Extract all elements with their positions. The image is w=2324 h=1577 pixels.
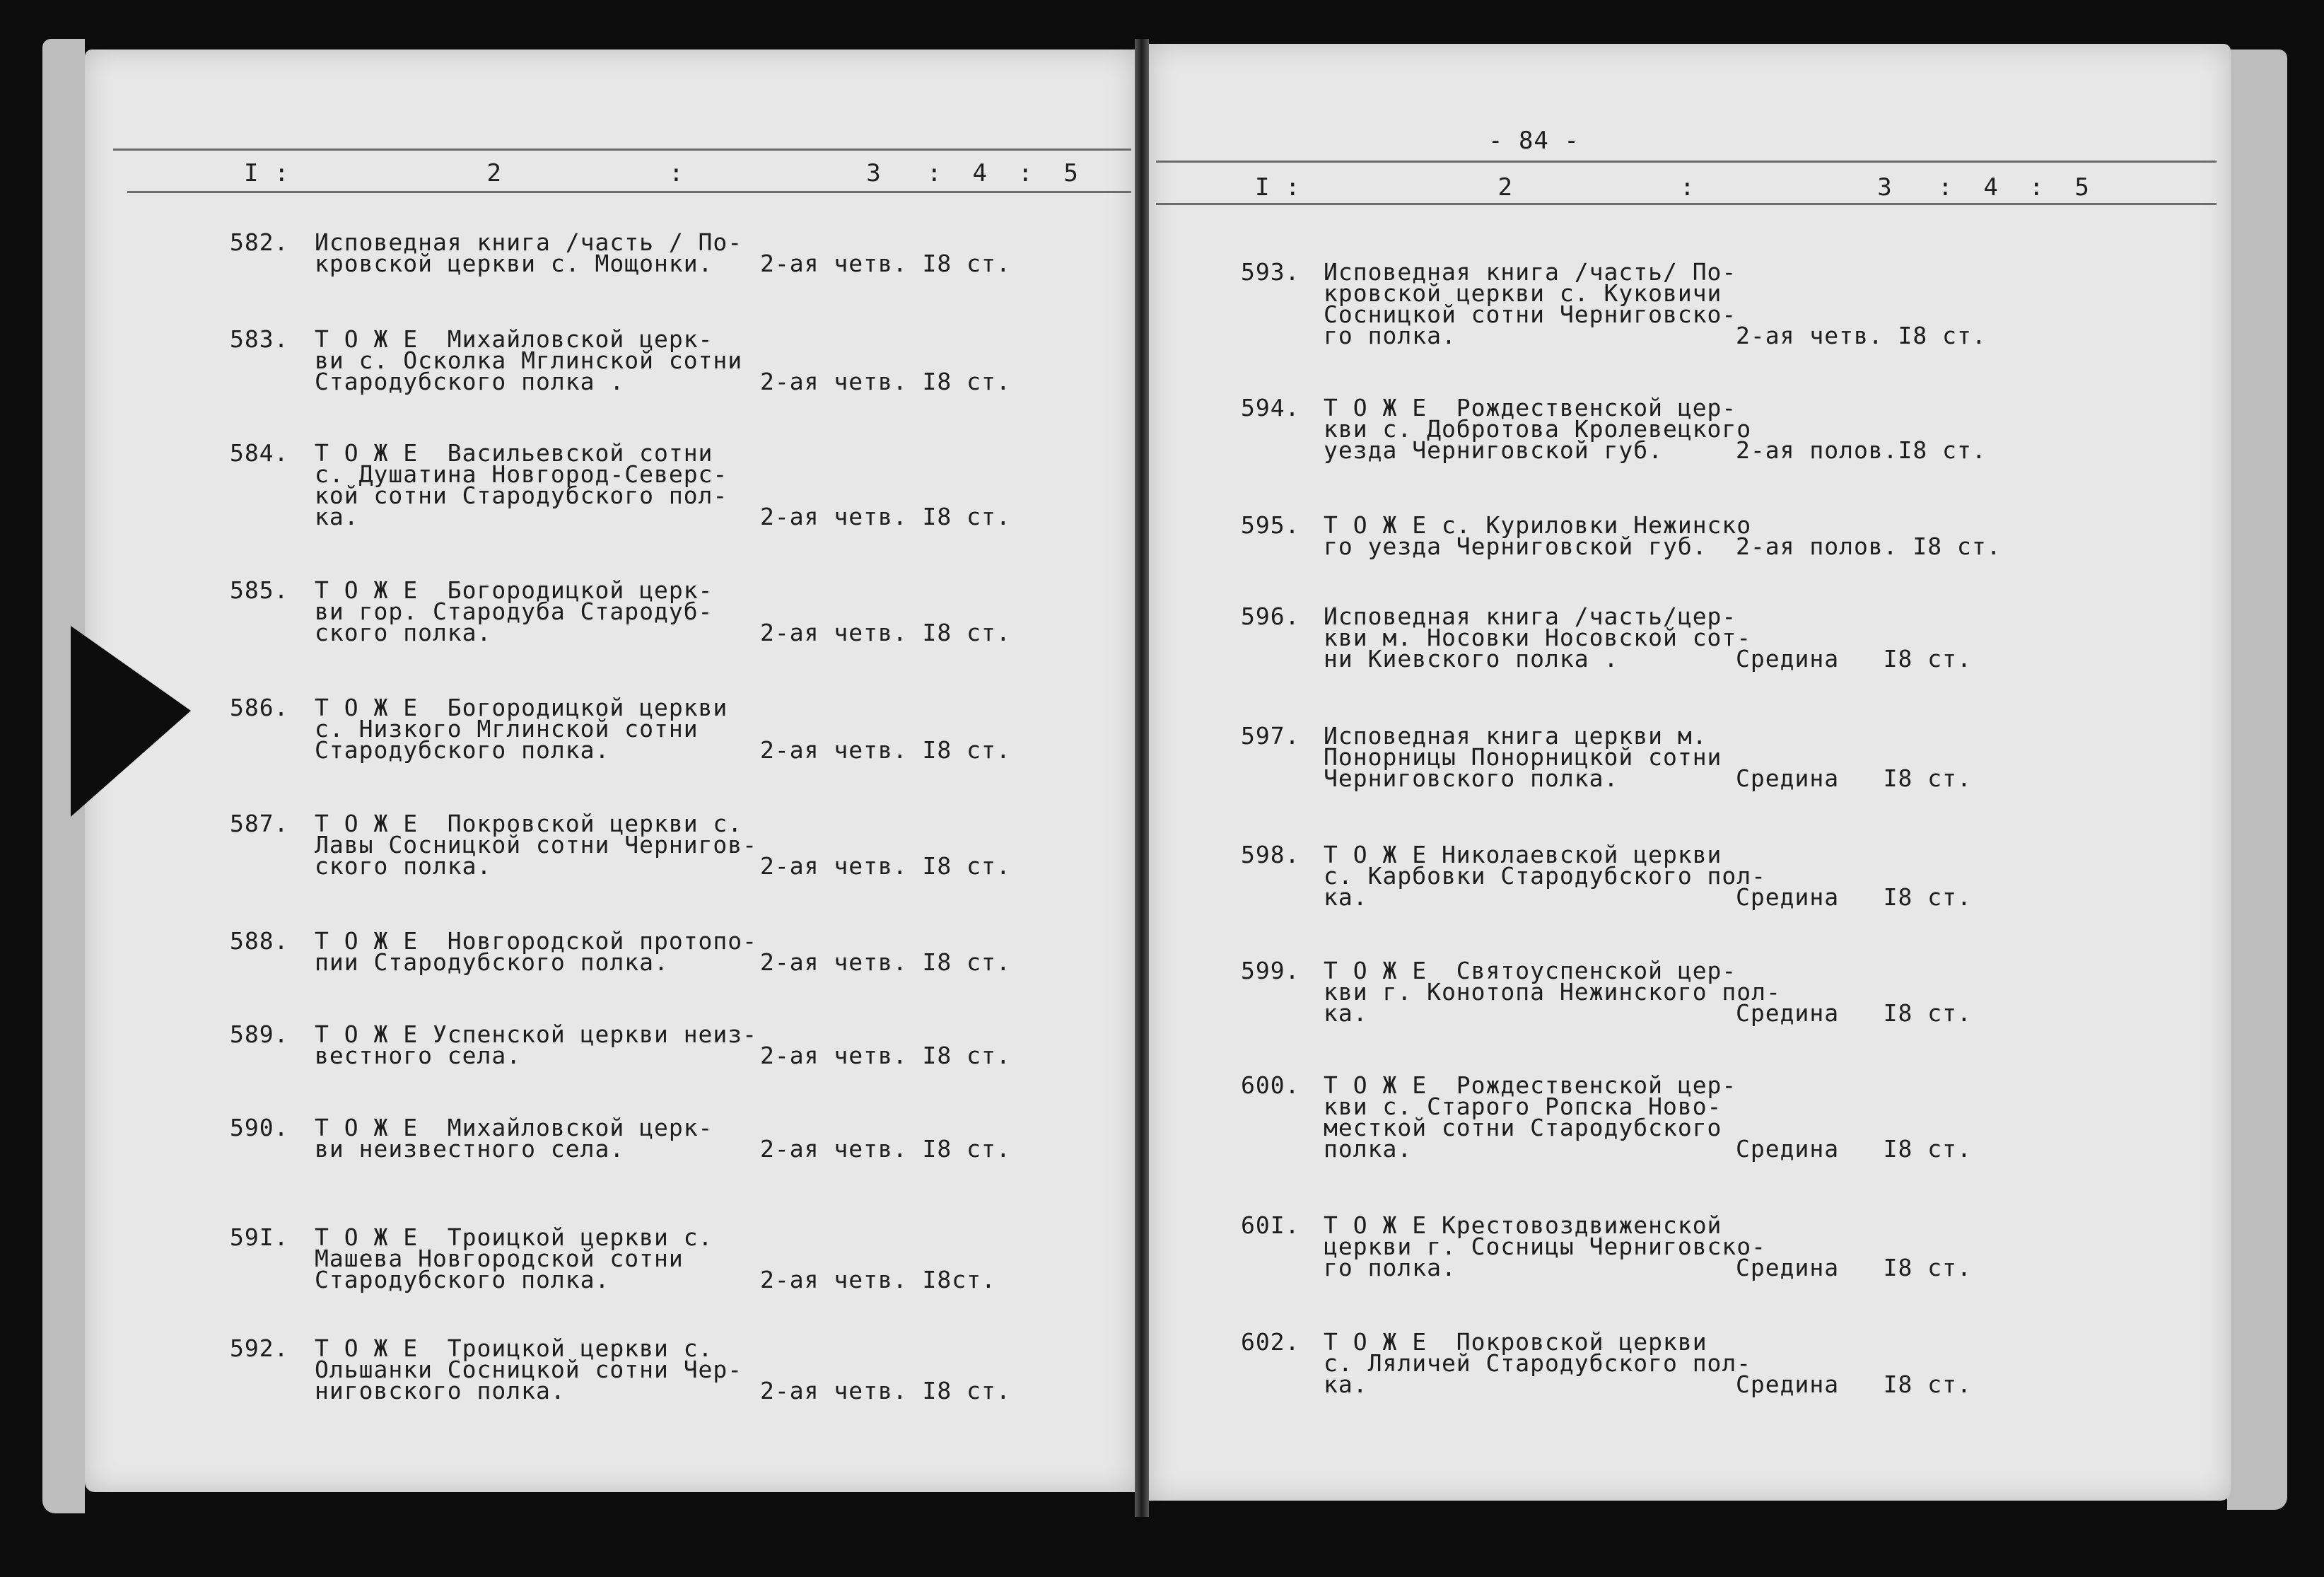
column-header-right: I : 2 : 3 : 4 : 5 xyxy=(1255,173,2090,202)
entry-number: 590. xyxy=(230,1114,289,1141)
entry-number: 60I. xyxy=(1241,1211,1300,1239)
entry-title: Т О Ж Е Покровской церкви с. Ляличей Стародубского пол- ка. xyxy=(1324,1328,1752,1398)
entry-number: 584. xyxy=(230,439,289,467)
torn-page-edge xyxy=(71,626,191,817)
entry-number: 598. xyxy=(1241,841,1300,868)
entry-date: 2-ая четв. I8 ст. xyxy=(760,736,1011,764)
entry-title: Т О Ж Е Успенской церкви неиз- вестного села. xyxy=(315,1020,758,1069)
entry-date: Средина I8 ст. xyxy=(1736,1371,1972,1398)
entry-date: 2-ая четв. I8 ст. xyxy=(760,852,1011,880)
entry-number: 588. xyxy=(230,927,289,955)
entry-date: 2-ая четв. I8 ст. xyxy=(760,1377,1011,1404)
entry-number: 585. xyxy=(230,576,289,604)
entry-date: 2-ая полов.I8 ст. xyxy=(1736,436,1987,464)
header-rule-top xyxy=(1156,161,2217,163)
entry-date: 2-ая четв. I8ст. xyxy=(760,1266,996,1293)
entry-title: Т О Ж Е Троицкой церкви с. Ольшанки Сосницкой сотни Чер- ниговского полка. xyxy=(315,1334,743,1404)
entry-date: 2-ая четв. I8 ст. xyxy=(1736,322,1987,349)
header-rule-bottom xyxy=(127,191,1131,193)
entry-title: Т О Ж Е Троицкой церкви с. Машева Новгородской сотни Стародубского полка. xyxy=(315,1223,713,1293)
entry-title: Т О Ж Е Покровской церкви с. Лавы Сосницкой сотни Чернигов- ского полка. xyxy=(315,810,758,880)
entry-date: Средина I8 ст. xyxy=(1736,883,1972,911)
entry-title: Исповедная книга /часть/ По- кровской церкви с. Куковичи Сосницкой сотни Черниговско- го полка. xyxy=(1324,258,1737,349)
entry-title: Т О Ж Е Николаевской церкви с. Карбовки Стародубского пол- ка. xyxy=(1324,841,1767,911)
entry-date: Средина I8 ст. xyxy=(1736,645,1972,673)
entry-number: 599. xyxy=(1241,957,1300,984)
entry-date: Средина I8 ст. xyxy=(1736,1135,1972,1163)
entry-date: Средина I8 ст. xyxy=(1736,1254,1972,1281)
entry-title: Т О Ж Е Святоуспенской цер- кви г. Конотопа Нежинского пол- ка. xyxy=(1324,957,1781,1027)
column-header-left: I : 2 : 3 : 4 : 5 xyxy=(244,159,1079,187)
entry-title: Исповедная книга церкви м. Понорницы Понорницкой сотни Черниговского полка. xyxy=(1324,722,1722,792)
entry-date: 2-ая четв. I8 ст. xyxy=(760,948,1011,976)
entry-date: 2-ая четв. I8 ст. xyxy=(760,1042,1011,1069)
entry-date: 2-ая четв. I8 ст. xyxy=(760,250,1011,277)
entry-title: Т О Ж Е Крестовоздвиженской церкви г. Сосницы Черниговско- го полка. xyxy=(1324,1211,1767,1281)
entry-number: 595. xyxy=(1241,511,1300,539)
entry-title: Т О Ж Е Рождественской цер- кви с. Старого Ропска Ново- месткой сотни Стародубского полка. xyxy=(1324,1071,1737,1163)
entry-date: 2-ая четв. I8 ст. xyxy=(760,503,1011,530)
entry-title: Т О Ж Е Богородицкой церк- ви гор. Стародуба Стародуб- ского полка. xyxy=(315,576,713,646)
entry-number: 592. xyxy=(230,1334,289,1362)
entry-title: Т О Ж Е с. Куриловки Нежинско го уезда Черниговской губ. xyxy=(1324,511,1752,560)
entry-title: Исповедная книга /часть/цер- кви м. Носовки Носовской сот- ни Киевского полка . xyxy=(1324,603,1752,673)
entry-number: 583. xyxy=(230,325,289,353)
entry-title: Т О Ж Е Рождественской цер- кви с. Добротова Кролевецкого уезда Черниговской губ. xyxy=(1324,394,1752,464)
entry-date: 2-ая четв. I8 ст. xyxy=(760,1135,1011,1163)
entry-number: 59I. xyxy=(230,1223,289,1251)
entry-number: 600. xyxy=(1241,1071,1300,1099)
book-gutter xyxy=(1135,39,1149,1517)
entry-title: Т О Ж Е Васильевской сотни с. Душатина Новгород-Северс- кой сотни Стародубского пол- ка. xyxy=(315,439,728,530)
entry-title: Т О Ж Е Михайловской церк- ви неизвестного села. xyxy=(315,1114,713,1163)
page-number: - 84 - xyxy=(1488,127,1579,155)
entry-number: 596. xyxy=(1241,603,1300,630)
entry-number: 586. xyxy=(230,694,289,721)
entry-number: 582. xyxy=(230,228,289,256)
entry-number: 594. xyxy=(1241,394,1300,421)
entry-date: 2-ая четв. I8 ст. xyxy=(760,368,1011,395)
entry-number: 589. xyxy=(230,1020,289,1048)
entry-date: Средина I8 ст. xyxy=(1736,764,1972,792)
entry-title: Исповедная книга /часть / По- кровской церкви с. Мощонки. xyxy=(315,228,743,277)
entry-date: 2-ая полов. I8 ст. xyxy=(1736,533,2002,560)
book-edge-right xyxy=(2227,50,2287,1510)
entry-date: Средина I8 ст. xyxy=(1736,999,1972,1027)
entry-number: 597. xyxy=(1241,722,1300,750)
header-rule-bottom xyxy=(1156,203,2217,205)
entry-number: 602. xyxy=(1241,1328,1300,1356)
header-rule-top xyxy=(113,149,1131,151)
entry-date: 2-ая четв. I8 ст. xyxy=(760,619,1011,646)
entry-number: 593. xyxy=(1241,258,1300,286)
entry-title: Т О Ж Е Новгородской протопо- пии Стародубского полка. xyxy=(315,927,758,976)
entry-title: Т О Ж Е Михайловской церк- ви с. Осколка Мглинской сотни Стародубского полка . xyxy=(315,325,743,395)
entry-number: 587. xyxy=(230,810,289,837)
entry-title: Т О Ж Е Богородицкой церкви с. Низкого Мглинской сотни Стародубского полка. xyxy=(315,694,728,764)
